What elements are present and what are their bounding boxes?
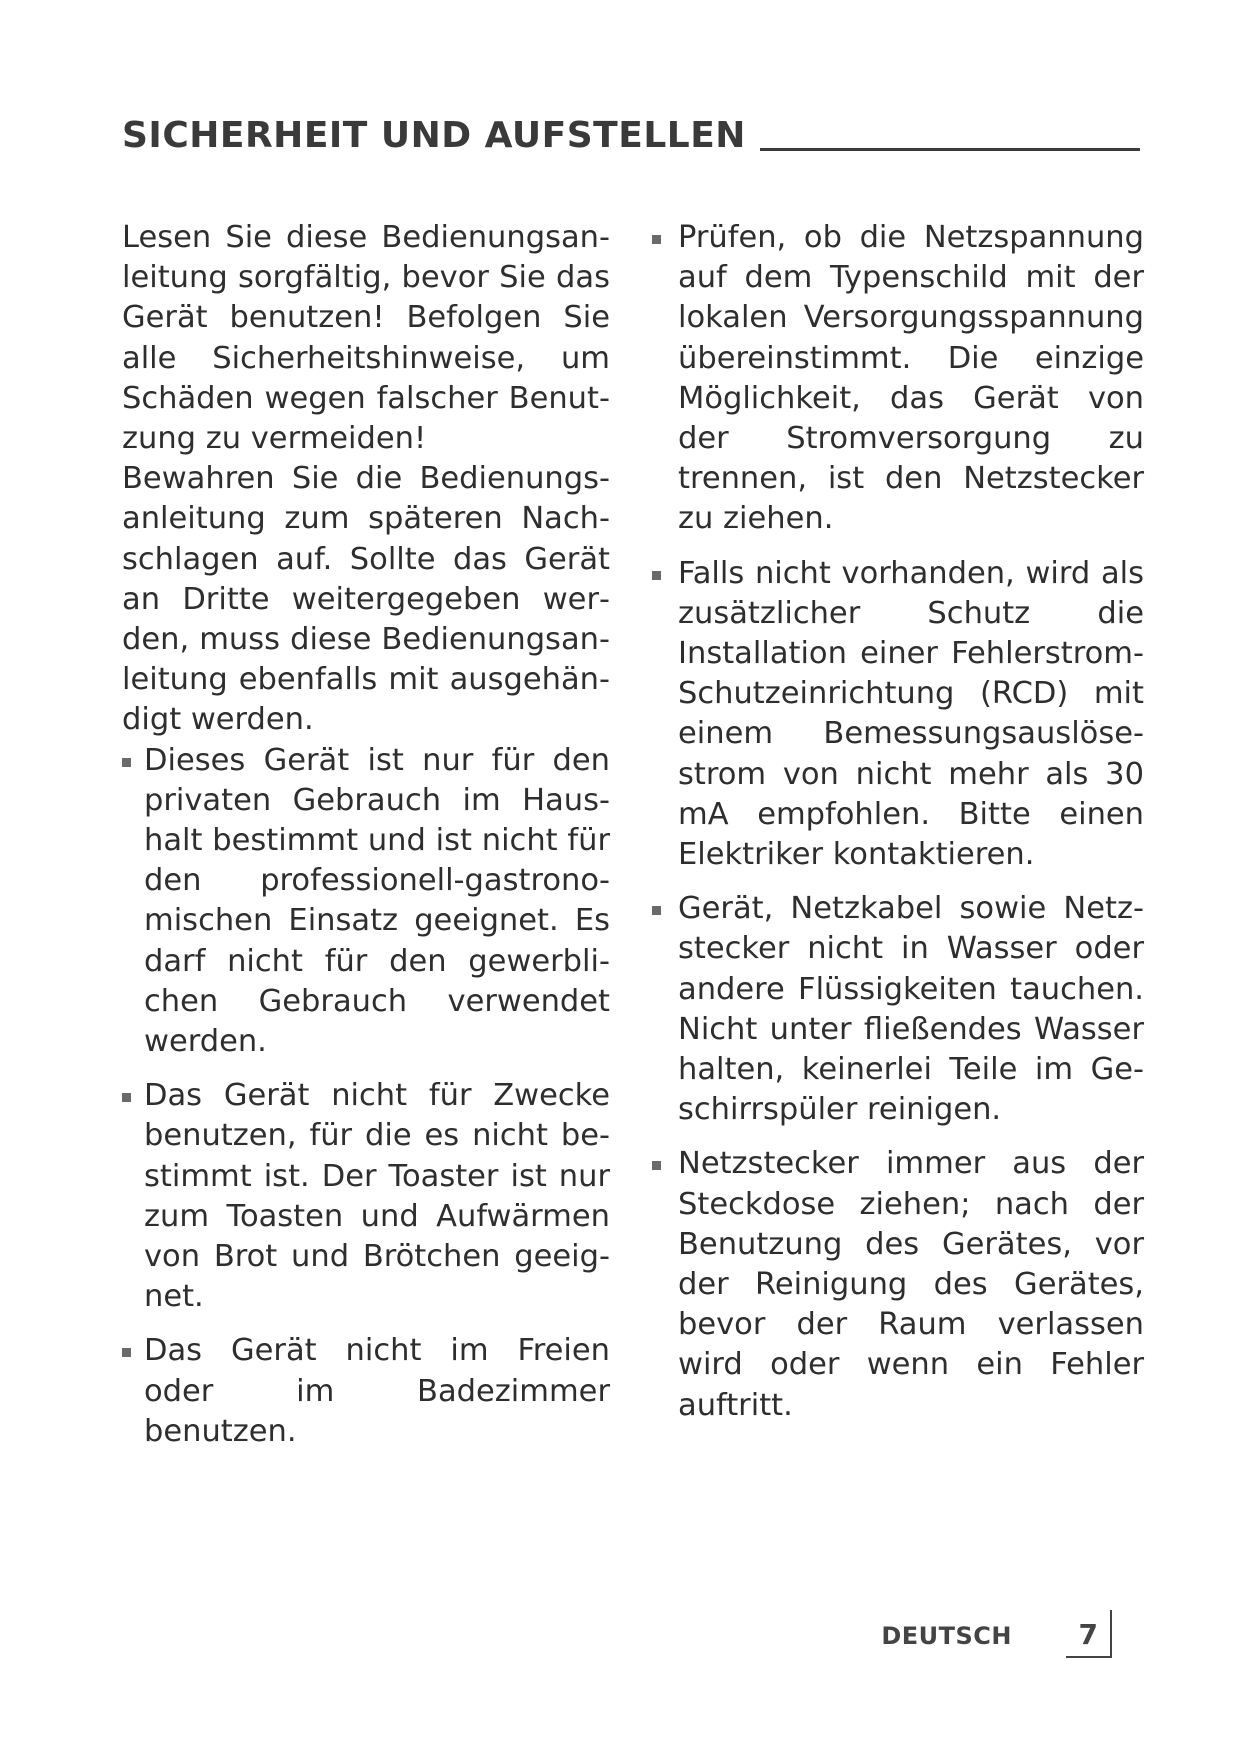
- page-number-bracket-horizontal: [1066, 1656, 1112, 1658]
- list-item-text: Gerät, Netzkabel sowie Netzstecker nicht in Wasser oder andere Flüssigkeiten tauchen. Nicht unter fließendes Wasser halten, keinerlei Teile im Geschirrspüler reinigen.: [678, 891, 1144, 1128]
- list-item: [652, 218, 1144, 540]
- intro-paragraph-2: Bewahren Sie die Bedienungsanleitung zum späteren Nachschlagen auf. Sollte das Gerät an Dritte weitergegeben werden, muss diese Bedienungsanleitung ebenfalls mit ausgehändigt werden.: [122, 461, 610, 738]
- list-item-text: Prüfen, ob die Netzspannung auf dem Typenschild mit der lokalen Versorgungsspannung übereinstimmt. Die einzige Möglichkeit, das Gerät von der Stromversorgung zu trennen, ist den Netzstecker zu ziehen.: [678, 220, 1144, 537]
- list-item: [122, 741, 610, 1063]
- page-header: [122, 114, 1122, 158]
- square-bullet-icon: [652, 235, 661, 244]
- page-footer: [881, 1610, 1130, 1670]
- square-bullet-icon: [652, 1161, 661, 1170]
- square-bullet-icon: [122, 1093, 131, 1102]
- page-title: SICHERHEIT UND AUFSTELLEN: [122, 115, 746, 156]
- list-item-text: Falls nicht vorhanden, wird als zusätzlicher Schutz die Installation einer Fehlerstrom-Schutzeinrichtung (RCD) mit einem Bemessungsauslösestrom von nicht mehr als 30 mA empfohlen. Bitte einen Elektriker kontaktieren.: [678, 555, 1144, 873]
- list-item-text: Netzstecker immer aus der Steckdose ziehen; nach der Benutzung des Gerätes, vor der Reinigung des Gerätes, bevor der Raum verlassen wird oder wenn ein Fehler auftritt.: [678, 1146, 1144, 1423]
- left-bullet-list: [122, 741, 610, 1452]
- page-number: 7: [1078, 1618, 1098, 1651]
- right-column: [652, 218, 1144, 1426]
- list-item: [652, 554, 1144, 876]
- list-item-text: Dieses Gerät ist nur für den privaten Gebrauch im Haushalt bestimmt und ist nicht für den professionell-gastronomischen Einsatz geeignet. Es darf nicht für den gewerblichen Gebrauch verwendet werden.: [144, 742, 610, 1060]
- title-underline: [760, 148, 1140, 151]
- list-item-text: Das Gerät nicht im Freien oder im Badezimmer benutzen.: [144, 1333, 610, 1449]
- page-number-bracket-vertical: [1110, 1610, 1112, 1658]
- square-bullet-icon: [652, 571, 661, 580]
- list-item-text: Das Gerät nicht für Zwecke benutzen, für die es nicht bestimmt ist. Der Toaster ist nur zum Toasten und Aufwärmen von Brot und Brötchen geeignet.: [144, 1078, 610, 1315]
- intro-paragraph-1: Lesen Sie diese Bedienungsanleitung sorgfältig, bevor Sie das Gerät benutzen! Befolgen Sie alle Sicherheitshinweise, um Schäden wegen falscher Benutzung zu vermeiden!: [122, 220, 610, 457]
- square-bullet-icon: [652, 906, 661, 915]
- list-item: [122, 1076, 610, 1317]
- right-bullet-list: [652, 218, 1144, 1426]
- left-column: [122, 218, 610, 1452]
- footer-language: DEUTSCH: [881, 1622, 1012, 1650]
- square-bullet-icon: [122, 1348, 131, 1357]
- list-item: [122, 1331, 610, 1452]
- square-bullet-icon: [122, 758, 131, 767]
- list-item: [652, 889, 1144, 1130]
- list-item: [652, 1144, 1144, 1425]
